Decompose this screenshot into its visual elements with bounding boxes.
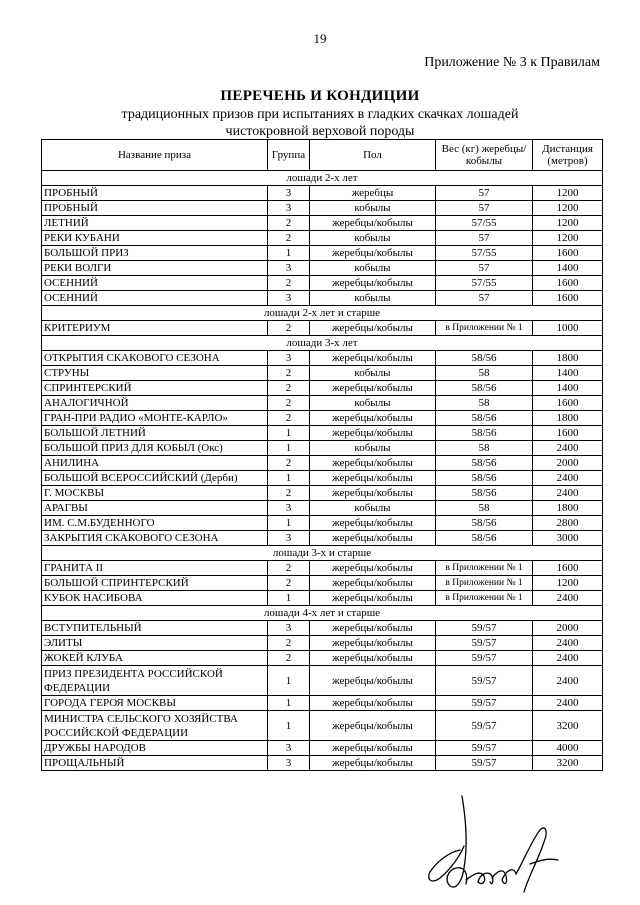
table-row [42, 636, 603, 651]
group-cell: 2 [268, 216, 310, 231]
prize-name-cell: БОЛЬШОЙ ПРИЗ ДЛЯ КОБЫЛ (Окс) [42, 441, 268, 456]
group-cell: 3 [268, 501, 310, 516]
group-cell: 3 [268, 201, 310, 216]
table-row [42, 186, 603, 201]
distance-cell: 2400 [533, 591, 603, 606]
prize-name-cell: БОЛЬШОЙ ЛЕТНИЙ [42, 426, 268, 441]
prize-name-cell: ЭЛИТЫ [42, 636, 268, 651]
group-cell: 1 [268, 516, 310, 531]
prize-name-cell: ЛЕТНИЙ [42, 216, 268, 231]
prize-name-cell: ЗАКРЫТИЯ СКАКОВОГО СЕЗОНА [42, 531, 268, 546]
distance-cell: 2400 [533, 441, 603, 456]
table-body [42, 171, 603, 771]
distance-cell: 1000 [533, 321, 603, 336]
header-weight: Вес (кг) жеребцы/кобылы [436, 140, 533, 171]
weight-cell: 58/56 [436, 351, 533, 366]
weight-cell: 59/57 [436, 711, 533, 741]
group-cell: 2 [268, 231, 310, 246]
group-cell: 3 [268, 291, 310, 306]
distance-cell: 2400 [533, 471, 603, 486]
prizes-table [41, 139, 603, 771]
appendix-reference: Приложение № 3 к Правилам [424, 55, 600, 70]
table-row [42, 351, 603, 366]
weight-cell: в Приложении № 1 [436, 591, 533, 606]
prize-name-cell: СПРИНТЕРСКИЙ [42, 381, 268, 396]
group-cell: 2 [268, 411, 310, 426]
prize-name-cell: АНИЛИНА [42, 456, 268, 471]
sex-cell: кобылы [310, 201, 436, 216]
table-row [42, 261, 603, 276]
distance-cell: 2400 [533, 486, 603, 501]
group-cell: 2 [268, 561, 310, 576]
weight-cell: 57 [436, 201, 533, 216]
sex-cell: кобылы [310, 261, 436, 276]
table-row [42, 411, 603, 426]
table-row [42, 531, 603, 546]
sex-cell: кобылы [310, 231, 436, 246]
weight-cell: 57 [436, 291, 533, 306]
distance-cell: 2400 [533, 696, 603, 711]
sex-cell: жеребцы/кобылы [310, 756, 436, 771]
distance-cell: 1600 [533, 426, 603, 441]
prize-name-cell: ПРОБНЫЙ [42, 186, 268, 201]
distance-cell: 3200 [533, 711, 603, 741]
distance-cell: 4000 [533, 741, 603, 756]
table-row [42, 396, 603, 411]
prize-name-cell: БОЛЬШОЙ СПРИНТЕРСКИЙ [42, 576, 268, 591]
age-group-label: лошади 3-х лет [42, 336, 603, 351]
sex-cell: жеребцы/кобылы [310, 651, 436, 666]
sex-cell: кобылы [310, 396, 436, 411]
sex-cell: жеребцы/кобылы [310, 471, 436, 486]
prize-name-cell: ПРОЩАЛЬНЫЙ [42, 756, 268, 771]
signature [420, 790, 570, 895]
weight-cell: 58 [436, 396, 533, 411]
sex-cell: жеребцы/кобылы [310, 696, 436, 711]
distance-cell: 1600 [533, 246, 603, 261]
group-cell: 3 [268, 741, 310, 756]
sex-cell: жеребцы/кобылы [310, 486, 436, 501]
group-cell: 1 [268, 696, 310, 711]
group-cell: 2 [268, 276, 310, 291]
table-row [42, 381, 603, 396]
table-row [42, 231, 603, 246]
group-cell: 3 [268, 261, 310, 276]
prize-name-cell: Г. МОСКВЫ [42, 486, 268, 501]
weight-cell: 57 [436, 231, 533, 246]
weight-cell: в Приложении № 1 [436, 561, 533, 576]
weight-cell: 58/56 [436, 516, 533, 531]
group-cell: 2 [268, 321, 310, 336]
sex-cell: жеребцы/кобылы [310, 381, 436, 396]
group-header-row [42, 336, 603, 351]
prize-name-cell: РЕКИ ВОЛГИ [42, 261, 268, 276]
sex-cell: жеребцы/кобылы [310, 351, 436, 366]
table-row [42, 426, 603, 441]
distance-cell: 3000 [533, 531, 603, 546]
weight-cell: в Приложении № 1 [436, 576, 533, 591]
distance-cell: 2400 [533, 651, 603, 666]
weight-cell: 57/55 [436, 246, 533, 261]
table-row [42, 486, 603, 501]
group-cell: 1 [268, 426, 310, 441]
table-row [42, 246, 603, 261]
distance-cell: 1200 [533, 201, 603, 216]
distance-cell: 1600 [533, 561, 603, 576]
weight-cell: 57 [436, 261, 533, 276]
sex-cell: жеребцы/кобылы [310, 276, 436, 291]
weight-cell: 59/57 [436, 651, 533, 666]
group-cell: 2 [268, 576, 310, 591]
distance-cell: 1800 [533, 351, 603, 366]
prize-name-cell: ОСЕННИЙ [42, 276, 268, 291]
header-name: Название приза [42, 140, 268, 171]
group-cell: 2 [268, 456, 310, 471]
table-row [42, 366, 603, 381]
group-cell: 2 [268, 381, 310, 396]
table-row [42, 471, 603, 486]
prize-name-cell: РЕКИ КУБАНИ [42, 231, 268, 246]
distance-cell: 2000 [533, 621, 603, 636]
prize-name-cell: ГРАН-ПРИ РАДИО «МОНТЕ-КАРЛО» [42, 411, 268, 426]
distance-cell: 1200 [533, 186, 603, 201]
sex-cell: жеребцы [310, 186, 436, 201]
table-row [42, 651, 603, 666]
table-row [42, 291, 603, 306]
group-cell: 1 [268, 441, 310, 456]
group-cell: 1 [268, 666, 310, 696]
group-cell: 3 [268, 186, 310, 201]
sex-cell: кобылы [310, 291, 436, 306]
table-row [42, 441, 603, 456]
sex-cell: жеребцы/кобылы [310, 666, 436, 696]
weight-cell: 58 [436, 441, 533, 456]
header-group: Группа [268, 140, 310, 171]
subtitle-line-1: традиционных призов при испытаниях в гладких скачках лошадей [121, 107, 519, 122]
sex-cell: жеребцы/кобылы [310, 321, 436, 336]
table-row [42, 516, 603, 531]
age-group-label: лошади 2-х лет и старше [42, 306, 603, 321]
distance-cell: 1600 [533, 396, 603, 411]
table-row [42, 696, 603, 711]
weight-cell: в Приложении № 1 [436, 321, 533, 336]
distance-cell: 1600 [533, 291, 603, 306]
weight-cell: 57/55 [436, 276, 533, 291]
subtitle-line-2: чистокровной верховой породы [225, 124, 415, 139]
table-row [42, 711, 603, 741]
table-row [42, 621, 603, 636]
weight-cell: 59/57 [436, 741, 533, 756]
weight-cell: 59/57 [436, 621, 533, 636]
table-row [42, 456, 603, 471]
prize-name-cell: МИНИСТРА СЕЛЬСКОГО ХОЗЯЙСТВА РОССИЙСКОЙ ФЕДЕРАЦИИ [42, 711, 268, 741]
group-header-row [42, 306, 603, 321]
sex-cell: кобылы [310, 366, 436, 381]
sex-cell: жеребцы/кобылы [310, 456, 436, 471]
table-row [42, 561, 603, 576]
group-cell: 1 [268, 591, 310, 606]
header-sex: Пол [310, 140, 436, 171]
weight-cell: 59/57 [436, 696, 533, 711]
sex-cell: жеребцы/кобылы [310, 621, 436, 636]
table-row [42, 216, 603, 231]
weight-cell: 58/56 [436, 381, 533, 396]
table-row [42, 201, 603, 216]
age-group-label: лошади 3-х и старше [42, 546, 603, 561]
age-group-label: лошади 4-х лет и старше [42, 606, 603, 621]
distance-cell: 1800 [533, 501, 603, 516]
weight-cell: 58 [436, 501, 533, 516]
weight-cell: 58/56 [436, 426, 533, 441]
distance-cell: 1600 [533, 276, 603, 291]
prize-name-cell: ИМ. С.М.БУДЕННОГО [42, 516, 268, 531]
group-cell: 2 [268, 486, 310, 501]
prize-name-cell: ВСТУПИТЕЛЬНЫЙ [42, 621, 268, 636]
sex-cell: жеребцы/кобылы [310, 246, 436, 261]
table-row [42, 576, 603, 591]
group-cell: 3 [268, 351, 310, 366]
sex-cell: жеребцы/кобылы [310, 741, 436, 756]
prize-name-cell: ГОРОДА ГЕРОЯ МОСКВЫ [42, 696, 268, 711]
distance-cell: 2400 [533, 636, 603, 651]
weight-cell: 59/57 [436, 666, 533, 696]
group-cell: 3 [268, 756, 310, 771]
table-row [42, 591, 603, 606]
sex-cell: жеребцы/кобылы [310, 516, 436, 531]
prize-name-cell: КУБОК НАСИБОВА [42, 591, 268, 606]
sex-cell: жеребцы/кобылы [310, 216, 436, 231]
sex-cell: кобылы [310, 441, 436, 456]
group-cell: 1 [268, 711, 310, 741]
age-group-label: лошади 2-х лет [42, 171, 603, 186]
distance-cell: 2400 [533, 666, 603, 696]
sex-cell: жеребцы/кобылы [310, 711, 436, 741]
distance-cell: 1400 [533, 366, 603, 381]
weight-cell: 59/57 [436, 636, 533, 651]
sex-cell: жеребцы/кобылы [310, 561, 436, 576]
distance-cell: 1200 [533, 576, 603, 591]
prize-name-cell: ДРУЖБЫ НАРОДОВ [42, 741, 268, 756]
sex-cell: жеребцы/кобылы [310, 636, 436, 651]
prize-name-cell: ГРАНИТА II [42, 561, 268, 576]
weight-cell: 58/56 [436, 471, 533, 486]
weight-cell: 58/56 [436, 486, 533, 501]
group-header-row [42, 171, 603, 186]
group-cell: 1 [268, 471, 310, 486]
sex-cell: жеребцы/кобылы [310, 591, 436, 606]
table-row [42, 321, 603, 336]
table-row [42, 741, 603, 756]
group-cell: 3 [268, 531, 310, 546]
document-subtitle [0, 106, 640, 140]
distance-cell: 1200 [533, 231, 603, 246]
distance-cell: 1800 [533, 411, 603, 426]
distance-cell: 1400 [533, 261, 603, 276]
group-cell: 2 [268, 636, 310, 651]
weight-cell: 58/56 [436, 531, 533, 546]
sex-cell: кобылы [310, 501, 436, 516]
group-cell: 2 [268, 651, 310, 666]
table-row [42, 756, 603, 771]
prize-name-cell: ОТКРЫТИЯ СКАКОВОГО СЕЗОНА [42, 351, 268, 366]
table-row [42, 501, 603, 516]
distance-cell: 2000 [533, 456, 603, 471]
distance-cell: 2800 [533, 516, 603, 531]
header-distance: Дистанция (метров) [533, 140, 603, 171]
group-cell: 3 [268, 621, 310, 636]
sex-cell: жеребцы/кобылы [310, 576, 436, 591]
table-row [42, 666, 603, 696]
sex-cell: жеребцы/кобылы [310, 411, 436, 426]
distance-cell: 1400 [533, 381, 603, 396]
document-title: ПЕРЕЧЕНЬ И КОНДИЦИИ [220, 88, 420, 104]
prize-name-cell: КРИТЕРИУМ [42, 321, 268, 336]
table-row [42, 276, 603, 291]
sex-cell: жеребцы/кобылы [310, 426, 436, 441]
weight-cell: 58/56 [436, 456, 533, 471]
group-header-row [42, 606, 603, 621]
prize-name-cell: БОЛЬШОЙ ПРИЗ [42, 246, 268, 261]
group-cell: 2 [268, 396, 310, 411]
page-number: 19 [313, 31, 327, 46]
prize-name-cell: БОЛЬШОЙ ВСЕРОССИЙСКИЙ (Дерби) [42, 471, 268, 486]
distance-cell: 1200 [533, 216, 603, 231]
prize-name-cell: ПРИЗ ПРЕЗИДЕНТА РОССИЙСКОЙ ФЕДЕРАЦИИ [42, 666, 268, 696]
group-cell: 2 [268, 366, 310, 381]
table-header-row [42, 140, 603, 171]
sex-cell: жеребцы/кобылы [310, 531, 436, 546]
prize-name-cell: СТРУНЫ [42, 366, 268, 381]
prize-name-cell: ЖОКЕЙ КЛУБА [42, 651, 268, 666]
prize-name-cell: АНАЛОГИЧНОЙ [42, 396, 268, 411]
distance-cell: 3200 [533, 756, 603, 771]
prize-name-cell: ОСЕННИЙ [42, 291, 268, 306]
weight-cell: 57 [436, 186, 533, 201]
group-cell: 1 [268, 246, 310, 261]
group-header-row [42, 546, 603, 561]
weight-cell: 58 [436, 366, 533, 381]
weight-cell: 58/56 [436, 411, 533, 426]
prize-name-cell: ПРОБНЫЙ [42, 201, 268, 216]
weight-cell: 59/57 [436, 756, 533, 771]
weight-cell: 57/55 [436, 216, 533, 231]
prize-name-cell: АРАГВЫ [42, 501, 268, 516]
